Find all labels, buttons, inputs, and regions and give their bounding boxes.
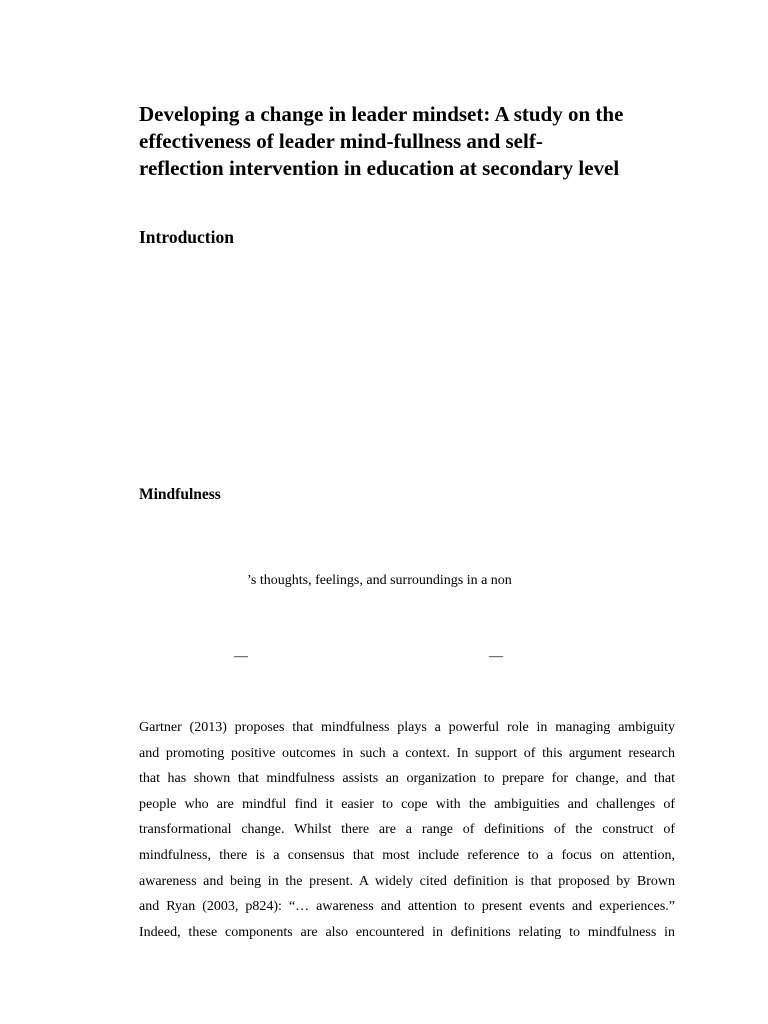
paragraph-line: Indeed, these components are also encountered in definitions relating to mindfulness in: [139, 924, 675, 940]
text-fragment-dash: —: [489, 649, 503, 664]
paragraph-line: Gartner (2013) proposes that mindfulness plays a powerful role in managing ambiguity: [139, 720, 675, 735]
paragraph-line: mindfulness, there is a consensus that most include reference to a focus on attention,: [139, 847, 675, 863]
heading-mindfulness: Mindfulness: [139, 486, 221, 503]
text-fragment-dash: —: [234, 649, 248, 664]
text-fragment-thoughts: ’s thoughts, feelings, and surroundings in a non: [247, 573, 512, 588]
title-line: reflection intervention in education at secondary level: [139, 156, 620, 180]
paragraph-line: people who are mindful find it easier to cope with the ambiguities and challenges of: [139, 796, 675, 812]
heading-introduction: Introduction: [139, 227, 234, 247]
paragraph-line: and Ryan (2003, p824): “… awareness and attention to present events and experiences.”: [139, 899, 675, 915]
body-paragraph: [139, 715, 675, 945]
title-line: effectiveness of leader mind-fullness and self-: [139, 129, 543, 153]
paragraph-line: transformational change. Whilst there are a range of definitions of the construct of: [139, 822, 675, 838]
document-title: [139, 101, 699, 182]
paragraph-line: and promoting positive outcomes in such a context. In support of this argument research: [139, 745, 675, 761]
title-line: Developing a change in leader mindset: A study on the: [139, 102, 624, 126]
paragraph-line: awareness and being in the present. A widely cited definition is that proposed by Brown: [139, 873, 675, 889]
paragraph-line: that has shown that mindfulness assists an organization to prepare for change, and that: [139, 771, 675, 787]
